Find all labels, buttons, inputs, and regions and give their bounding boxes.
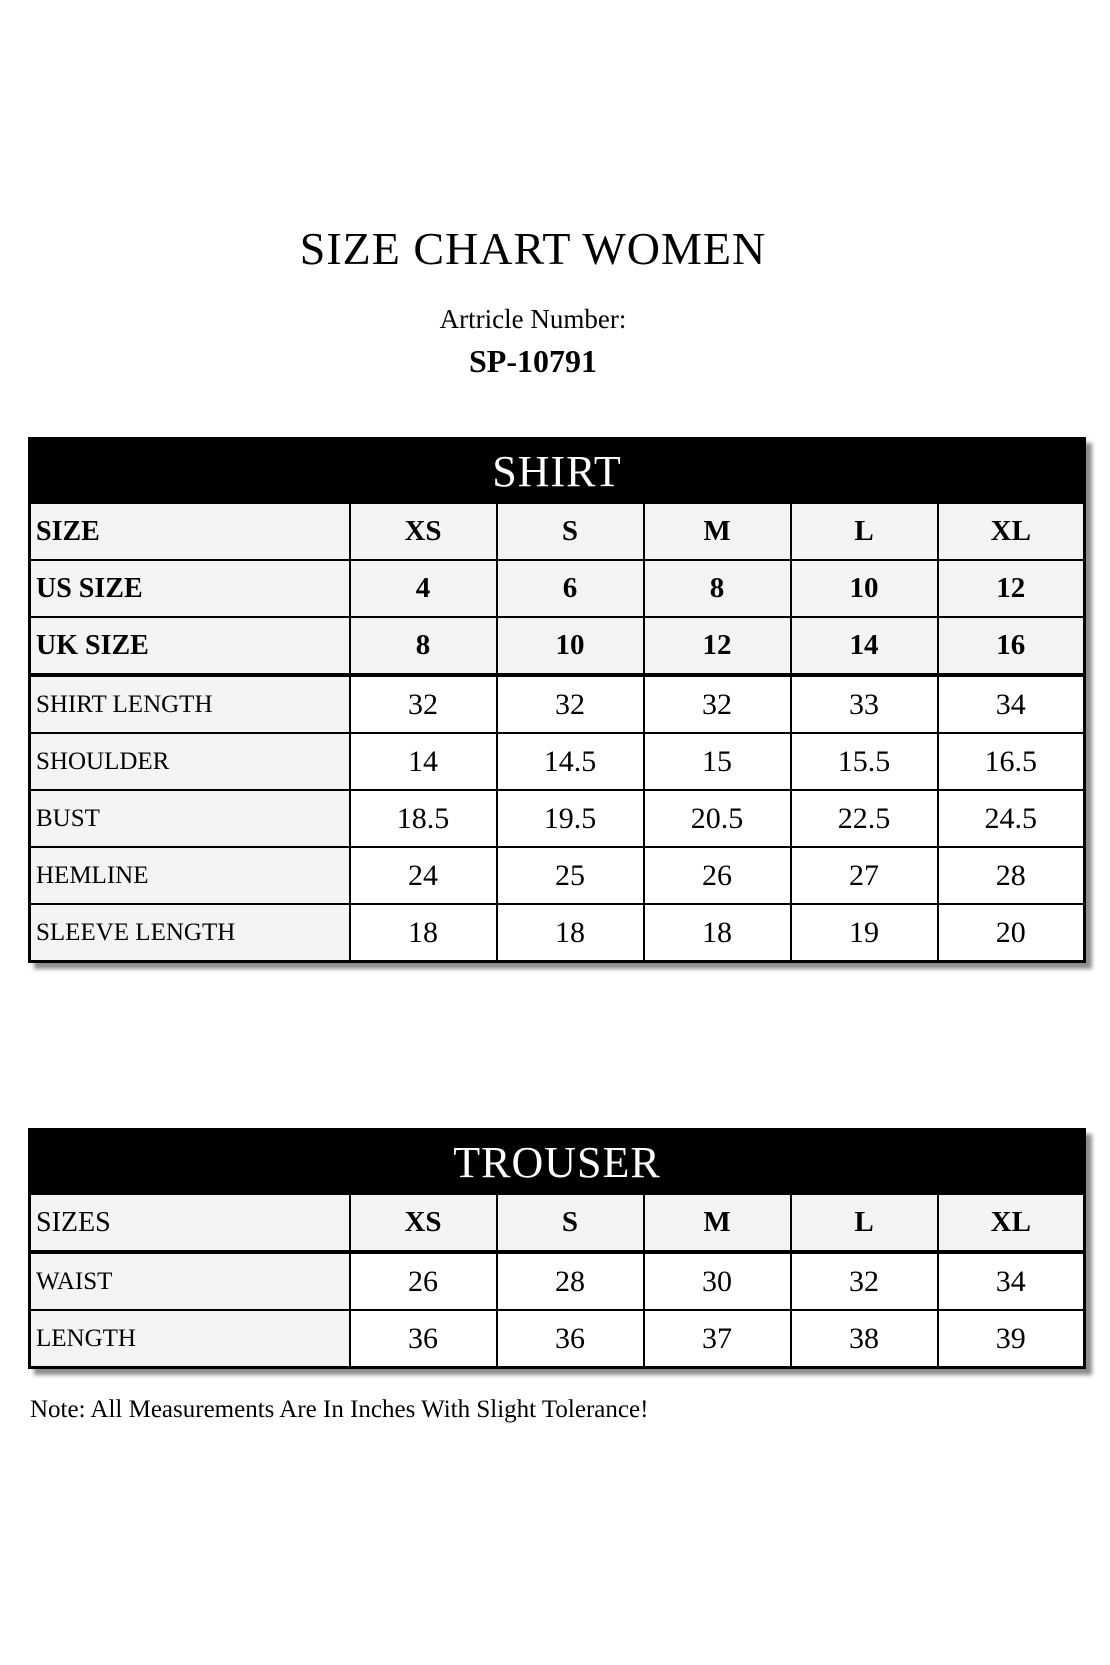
page-title: SIZE CHART WOMEN — [299, 223, 767, 274]
shoulder-cell: 15.5 — [791, 733, 938, 790]
trouser-table-header-row — [30, 1130, 1085, 1195]
shirt-table-title: SHIRT — [30, 439, 1085, 504]
bust-cell: 19.5 — [497, 790, 644, 847]
row-label-waist: WAIST — [30, 1252, 350, 1310]
bust-cell: 20.5 — [644, 790, 791, 847]
size-cell: L — [791, 503, 938, 560]
waist-cell: 28 — [497, 1252, 644, 1310]
shirt-table-header-row — [30, 439, 1085, 504]
hemline-cell: 28 — [938, 847, 1085, 904]
shirt-length-cell: 33 — [791, 675, 938, 733]
us-size-cell: 4 — [350, 560, 497, 617]
row-label-uk-size: UK SIZE — [30, 617, 350, 675]
table-row — [30, 904, 1085, 962]
bust-cell: 22.5 — [791, 790, 938, 847]
waist-cell: 30 — [644, 1252, 791, 1310]
row-label-us-size: US SIZE — [30, 560, 350, 617]
shirt-length-cell: 32 — [644, 675, 791, 733]
sizes-cell: M — [644, 1194, 791, 1252]
table-row — [30, 617, 1085, 675]
shirt-length-cell: 32 — [350, 675, 497, 733]
shoulder-cell: 16.5 — [938, 733, 1085, 790]
uk-size-cell: 10 — [497, 617, 644, 675]
shoulder-cell: 14.5 — [497, 733, 644, 790]
sizes-cell: S — [497, 1194, 644, 1252]
sleeve-length-cell: 19 — [791, 904, 938, 962]
row-label-size: SIZE — [30, 503, 350, 560]
article-number-label: Artricle Number: — [439, 304, 627, 334]
uk-size-cell: 8 — [350, 617, 497, 675]
length-cell: 39 — [938, 1310, 1085, 1368]
table-row — [30, 733, 1085, 790]
hemline-cell: 24 — [350, 847, 497, 904]
sleeve-length-cell: 18 — [497, 904, 644, 962]
sleeve-length-cell: 20 — [938, 904, 1085, 962]
uk-size-cell: 14 — [791, 617, 938, 675]
table-row — [30, 675, 1085, 733]
size-cell: M — [644, 503, 791, 560]
shoulder-cell: 15 — [644, 733, 791, 790]
table-row — [30, 1252, 1085, 1310]
shirt-size-table — [28, 437, 1086, 963]
size-cell: XS — [350, 503, 497, 560]
table-row — [30, 560, 1085, 617]
row-label-bust: BUST — [30, 790, 350, 847]
bust-cell: 24.5 — [938, 790, 1085, 847]
trouser-table-title: TROUSER — [30, 1130, 1085, 1195]
trouser-size-table — [28, 1128, 1086, 1369]
hemline-cell: 27 — [791, 847, 938, 904]
length-cell: 37 — [644, 1310, 791, 1368]
waist-cell: 34 — [938, 1252, 1085, 1310]
table-row — [30, 790, 1085, 847]
length-cell: 36 — [350, 1310, 497, 1368]
waist-cell: 32 — [791, 1252, 938, 1310]
size-cell: S — [497, 503, 644, 560]
table-row — [30, 1194, 1085, 1252]
table-row — [30, 847, 1085, 904]
size-cell: XL — [938, 503, 1085, 560]
shoulder-cell: 14 — [350, 733, 497, 790]
hemline-cell: 25 — [497, 847, 644, 904]
article-number-value: SP-10791 — [469, 343, 597, 379]
row-label-shirt-length: SHIRT LENGTH — [30, 675, 350, 733]
hemline-cell: 26 — [644, 847, 791, 904]
sizes-cell: L — [791, 1194, 938, 1252]
sizes-cell: XL — [938, 1194, 1085, 1252]
table-row — [30, 503, 1085, 560]
length-cell: 36 — [497, 1310, 644, 1368]
row-label-hemline: HEMLINE — [30, 847, 350, 904]
uk-size-cell: 16 — [938, 617, 1085, 675]
shirt-length-cell: 34 — [938, 675, 1085, 733]
waist-cell: 26 — [350, 1252, 497, 1310]
table-row — [30, 1310, 1085, 1368]
us-size-cell: 12 — [938, 560, 1085, 617]
sleeve-length-cell: 18 — [644, 904, 791, 962]
row-label-sizes: SIZES — [30, 1194, 350, 1252]
row-label-shoulder: SHOULDER — [30, 733, 350, 790]
row-label-sleeve-length: SLEEVE LENGTH — [30, 904, 350, 962]
uk-size-cell: 12 — [644, 617, 791, 675]
sizes-cell: XS — [350, 1194, 497, 1252]
sleeve-length-cell: 18 — [350, 904, 497, 962]
shirt-length-cell: 32 — [497, 675, 644, 733]
us-size-cell: 6 — [497, 560, 644, 617]
bust-cell: 18.5 — [350, 790, 497, 847]
us-size-cell: 10 — [791, 560, 938, 617]
us-size-cell: 8 — [644, 560, 791, 617]
row-label-length: LENGTH — [30, 1310, 350, 1368]
length-cell: 38 — [791, 1310, 938, 1368]
measurements-note: Note: All Measurements Are In Inches With Slight Tolerance! — [30, 1396, 649, 1423]
